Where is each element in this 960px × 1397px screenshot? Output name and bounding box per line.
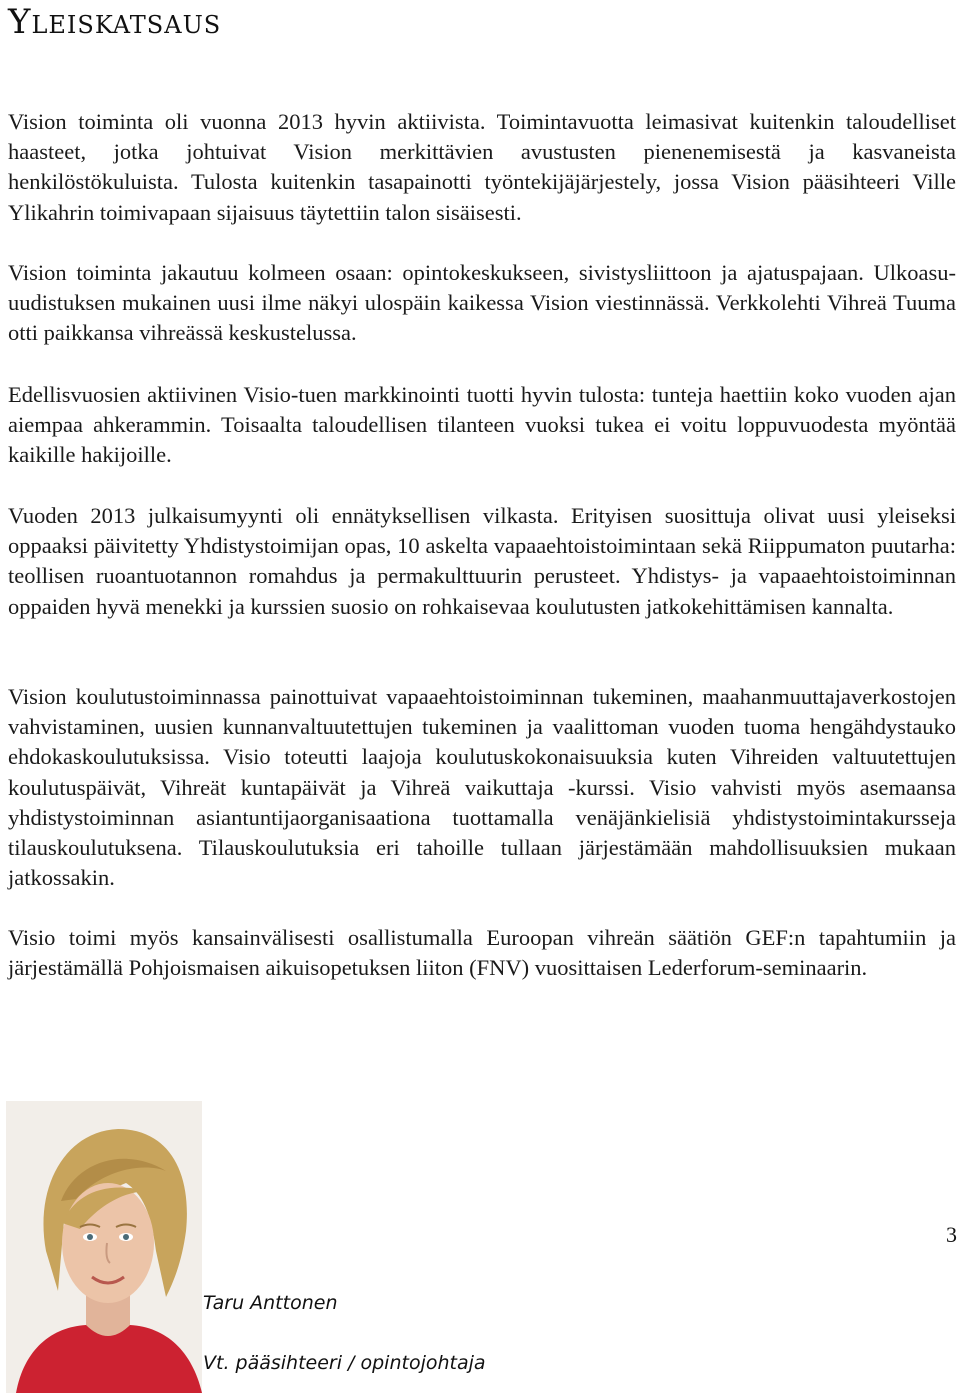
paragraph-training: Vision koulutustoiminnassa painottuivat vapaaehtoistoiminnan tukeminen, maahanmuuttajaverkostojen vahvistaminen, uusien kunnanvaltuutettujen tukeminen ja vaalittoman vuoden tuoma hengähdystauko ehdokaskoulutuksissa. Visio toteutti laajoja koulutuskokonaisuuksia kuten Vihreiden valtuutettujen koulutuspäivät, Vihreät kuntapäivät ja Vihreä vaikuttaja -kurssi. Visio vahvisti myös asemaansa yhdistystoiminnan asiantuntijaorganisaationa tuottamalla venäjänkielisiä yhdistystoimintakursseja tilauskoulutuksena. Tilauskoulutuksia eri tahoille tullaan järjestämään mahdollisuuksien mukaan jatkossakin. xyxy=(8,684,956,891)
page-number: 3 xyxy=(946,1222,957,1247)
portrait-name: Taru Anttonen xyxy=(203,1292,338,1314)
paragraph-international: Visio toimi myös kansainvälisesti osallistumalla Euroopan vihreän säätiön GEF:n tapahtumiin ja järjestämällä Pohjoismaisen aikuisopetuksen liiton (FNV) vuosittaisen Lederforum-seminaarin. xyxy=(8,925,956,981)
page-heading: Yleiskatsaus xyxy=(8,2,222,42)
paragraph-structure: Vision toiminta jakautuu kolmeen osaan: opintokeskukseen, sivistysliittoon ja ajatuspajaan. Ulkoasu-uudistuksen mukainen uusi ilme näkyi ulospäin kaikessa Vision viestinnässä. Verkkolehti Vihreä Tuuma otti paikkansa vihreässä keskustelussa. xyxy=(8,260,956,346)
portrait-photo xyxy=(6,1101,202,1393)
portrait-role: Vt. pääsihteeri / opintojohtaja xyxy=(203,1352,486,1374)
paragraph-visio-support: Edellisvuosien aktiivinen Visio-tuen markkinointi tuotti hyvin tulosta: tunteja haettiin koko vuoden ajan aiempaa ahkerammin. Toisaalta taloudellisen tilanteen vuoksi tukea ei voitu loppuvuodesta myöntää kaikille hakijoille. xyxy=(8,382,956,468)
paragraph-overview: Vision toiminta oli vuonna 2013 hyvin aktiivista. Toimintavuotta leimasivat kuitenkin taloudelliset haasteet, jotka johtuivat Vision merkittävien avustusten pienenemisestä ja kasvaneista henkilöstökuluista. Tulosta kuitenkin tasapainotti työntekijäjärjestely, jossa Vision pääsihteeri Ville Ylikahrin toimivapaan sijaisuus täytettiin talon sisäisesti. xyxy=(8,109,956,225)
paragraph-publications: Vuoden 2013 julkaisumyynti oli ennätyksellisen vilkasta. Erityisen suosittuja olivat uusi yleiseksi oppaaksi päivitetty Yhdistystoimijan opas, 10 askelta vapaaehtoistoimintaan sekä Riippumaton puutarha: teollisen ruoantuotannon romahdus ja permakulttuurin perusteet. Yhdistys- ja vapaaehtoistoiminnan oppaiden hyvä menekki ja kurssien suosio on rohkaisevaa koulutusten jatkokehittämisen kannalta. xyxy=(8,503,956,619)
